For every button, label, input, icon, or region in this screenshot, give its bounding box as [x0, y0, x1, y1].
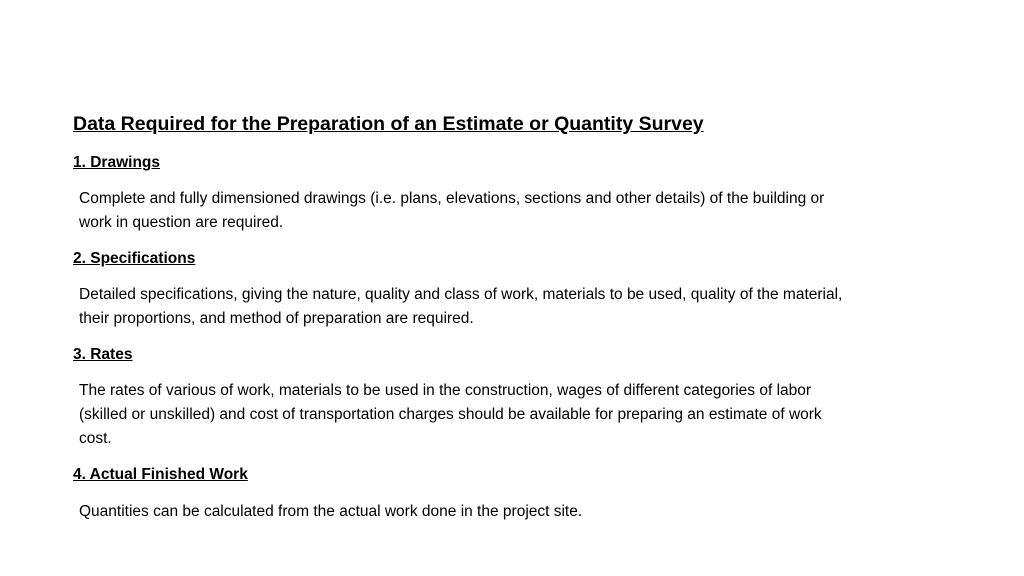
section-heading-actual-finished-work: 4. Actual Finished Work [73, 466, 248, 483]
section-text-drawings: Complete and fully dimensioned drawings (i.e. plans, elevations, sections and other details) of the building or work in question are required. [79, 190, 825, 231]
section-text-specifications: Detailed specifications, giving the nature, quality and class of work, materials to be used, quality of the material, their proportions, and method of preparation are required. [79, 286, 843, 327]
section-heading-drawings: 1. Drawings [73, 154, 160, 171]
section-text-rates: The rates of various of work, materials to be used in the construction, wages of different categories of labor (skilled or unskilled) and cost of transportation charges should be available for preparing an estimate of work cost. [79, 382, 822, 447]
slide-title: Data Required for the Preparation of an Estimate or Quantity Survey [73, 113, 704, 135]
section-heading-specifications: 2. Specifications [73, 250, 196, 267]
section-text-actual-finished-work: Quantities can be calculated from the actual work done in the project site. [79, 503, 583, 520]
section-heading-rates: 3. Rates [73, 346, 133, 363]
